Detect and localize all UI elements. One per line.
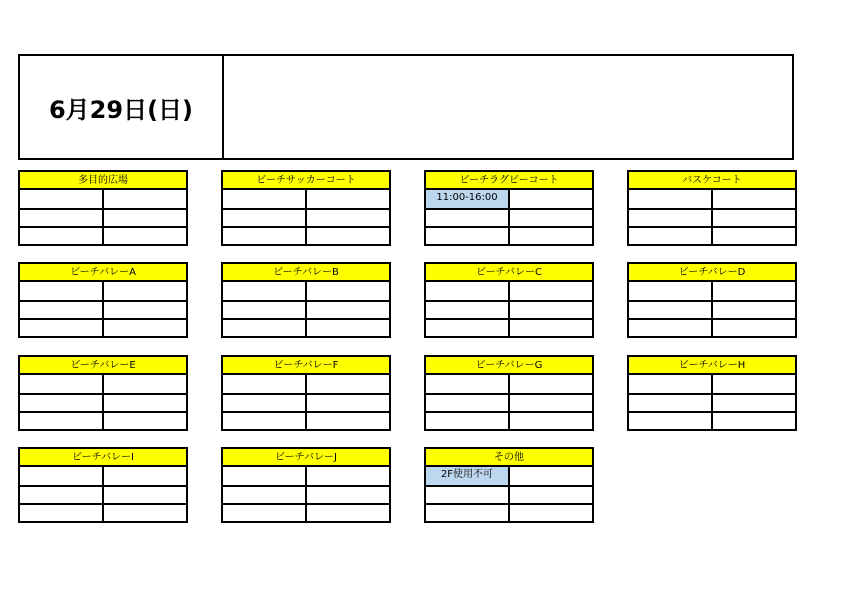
venue-row	[426, 485, 592, 503]
venue-row	[629, 393, 795, 411]
venue-row	[223, 485, 389, 503]
venue-row	[20, 485, 186, 503]
venue-row	[223, 393, 389, 411]
venue-title: ビーチラグビーコート	[426, 172, 592, 190]
venue-row	[20, 467, 186, 485]
empty-cell	[102, 190, 186, 208]
empty-cell	[223, 467, 305, 485]
venue-row	[426, 393, 592, 411]
empty-cell	[711, 302, 795, 318]
empty-cell	[426, 320, 508, 336]
schedule-date: 6月29日(日)	[20, 56, 224, 158]
empty-cell	[223, 487, 305, 503]
venue-row	[629, 411, 795, 429]
venue-title: ビーチバレーJ	[223, 449, 389, 467]
venue-row	[223, 208, 389, 226]
venue-row	[223, 411, 389, 429]
venue-row	[223, 467, 389, 485]
empty-cell	[102, 487, 186, 503]
venue-row	[426, 318, 592, 336]
empty-cell	[305, 228, 389, 244]
empty-cell	[102, 320, 186, 336]
venue-row	[426, 282, 592, 300]
empty-cell	[223, 210, 305, 226]
booking-cell: 2F使用不可	[426, 467, 508, 485]
empty-cell	[102, 375, 186, 393]
venue-title: ビーチバレーH	[629, 357, 795, 375]
empty-cell	[20, 228, 102, 244]
venue-title: ビーチバレーA	[20, 264, 186, 282]
venue-table	[221, 170, 391, 246]
venue-title: ビーチバレーE	[20, 357, 186, 375]
venue-row	[426, 226, 592, 244]
empty-cell	[20, 413, 102, 429]
venue-row	[426, 190, 592, 208]
empty-cell	[508, 395, 592, 411]
empty-cell	[508, 302, 592, 318]
venue-title: ビーチバレーB	[223, 264, 389, 282]
empty-cell	[508, 413, 592, 429]
venue-row	[20, 226, 186, 244]
venue-table	[18, 447, 188, 523]
venue-row	[426, 467, 592, 485]
empty-cell	[508, 487, 592, 503]
venue-row	[223, 282, 389, 300]
venue-row	[20, 375, 186, 393]
empty-cell	[102, 413, 186, 429]
venue-row	[20, 300, 186, 318]
empty-cell	[223, 375, 305, 393]
empty-cell	[305, 210, 389, 226]
empty-cell	[426, 395, 508, 411]
empty-cell	[305, 487, 389, 503]
empty-cell	[20, 467, 102, 485]
venue-table	[424, 355, 594, 431]
empty-cell	[223, 505, 305, 521]
venue-row	[20, 503, 186, 521]
empty-cell	[508, 210, 592, 226]
empty-cell	[305, 505, 389, 521]
empty-cell	[223, 190, 305, 208]
empty-cell	[102, 467, 186, 485]
empty-cell	[20, 282, 102, 300]
venue-row	[426, 411, 592, 429]
empty-cell	[102, 282, 186, 300]
empty-cell	[508, 190, 592, 208]
empty-cell	[305, 302, 389, 318]
venue-row	[20, 190, 186, 208]
empty-cell	[20, 320, 102, 336]
venue-table	[627, 170, 797, 246]
venue-row	[426, 300, 592, 318]
empty-cell	[426, 487, 508, 503]
empty-cell	[711, 228, 795, 244]
venue-table	[18, 170, 188, 246]
venue-row	[426, 375, 592, 393]
empty-cell	[305, 395, 389, 411]
venue-table	[424, 447, 594, 523]
venue-row	[629, 318, 795, 336]
empty-cell	[305, 320, 389, 336]
empty-cell	[102, 302, 186, 318]
empty-cell	[629, 302, 711, 318]
empty-cell	[102, 395, 186, 411]
empty-cell	[426, 413, 508, 429]
empty-cell	[223, 320, 305, 336]
venue-table	[221, 355, 391, 431]
empty-cell	[508, 467, 592, 485]
empty-cell	[223, 395, 305, 411]
venue-row	[426, 208, 592, 226]
venue-row	[629, 282, 795, 300]
venue-title: ビーチバレーI	[20, 449, 186, 467]
empty-cell	[508, 282, 592, 300]
empty-cell	[20, 190, 102, 208]
empty-cell	[711, 320, 795, 336]
venue-row	[629, 300, 795, 318]
empty-cell	[305, 190, 389, 208]
empty-cell	[629, 228, 711, 244]
empty-cell	[102, 228, 186, 244]
venue-row	[223, 375, 389, 393]
venue-table	[221, 262, 391, 338]
empty-cell	[20, 487, 102, 503]
venue-table	[221, 447, 391, 523]
venue-title: ビーチバレーD	[629, 264, 795, 282]
empty-cell	[426, 302, 508, 318]
venue-row	[20, 208, 186, 226]
empty-cell	[711, 375, 795, 393]
empty-cell	[20, 395, 102, 411]
venue-row	[426, 503, 592, 521]
empty-cell	[629, 320, 711, 336]
empty-cell	[223, 302, 305, 318]
venue-title: ビーチバレーG	[426, 357, 592, 375]
venue-row	[223, 300, 389, 318]
venue-table	[424, 262, 594, 338]
empty-cell	[508, 505, 592, 521]
venue-table	[18, 355, 188, 431]
empty-cell	[711, 413, 795, 429]
empty-cell	[629, 395, 711, 411]
empty-cell	[305, 467, 389, 485]
venue-row	[629, 208, 795, 226]
venue-row	[629, 190, 795, 208]
empty-cell	[629, 282, 711, 300]
empty-cell	[305, 282, 389, 300]
empty-cell	[629, 190, 711, 208]
empty-cell	[305, 413, 389, 429]
empty-cell	[508, 320, 592, 336]
venue-table	[18, 262, 188, 338]
empty-cell	[711, 210, 795, 226]
empty-cell	[711, 282, 795, 300]
venue-row	[223, 190, 389, 208]
venue-row	[20, 282, 186, 300]
empty-cell	[20, 302, 102, 318]
venue-title: バスケコート	[629, 172, 795, 190]
venue-title: その他	[426, 449, 592, 467]
empty-cell	[223, 413, 305, 429]
empty-cell	[20, 210, 102, 226]
empty-cell	[102, 210, 186, 226]
venue-table	[627, 355, 797, 431]
booking-cell: 11:00-16:00	[426, 190, 508, 208]
empty-cell	[426, 210, 508, 226]
empty-cell	[20, 375, 102, 393]
venue-row	[223, 226, 389, 244]
venue-table	[424, 170, 594, 246]
empty-cell	[629, 375, 711, 393]
empty-cell	[426, 505, 508, 521]
empty-cell	[223, 228, 305, 244]
venue-title: 多目的広場	[20, 172, 186, 190]
empty-cell	[426, 228, 508, 244]
empty-cell	[508, 375, 592, 393]
venue-table	[627, 262, 797, 338]
venue-title: ビーチサッカーコート	[223, 172, 389, 190]
empty-cell	[426, 375, 508, 393]
schedule-header	[18, 54, 794, 160]
empty-cell	[426, 282, 508, 300]
empty-cell	[629, 413, 711, 429]
venue-row	[223, 503, 389, 521]
empty-cell	[711, 395, 795, 411]
empty-cell	[711, 190, 795, 208]
venue-row	[20, 393, 186, 411]
empty-cell	[508, 228, 592, 244]
empty-cell	[629, 210, 711, 226]
venue-row	[629, 226, 795, 244]
venue-title: ビーチバレーC	[426, 264, 592, 282]
empty-cell	[102, 505, 186, 521]
empty-cell	[20, 505, 102, 521]
schedule-notes	[224, 56, 792, 158]
venue-row	[629, 375, 795, 393]
empty-cell	[223, 282, 305, 300]
empty-cell	[305, 375, 389, 393]
venue-row	[223, 318, 389, 336]
venue-title: ビーチバレーF	[223, 357, 389, 375]
venue-row	[20, 318, 186, 336]
venue-row	[20, 411, 186, 429]
